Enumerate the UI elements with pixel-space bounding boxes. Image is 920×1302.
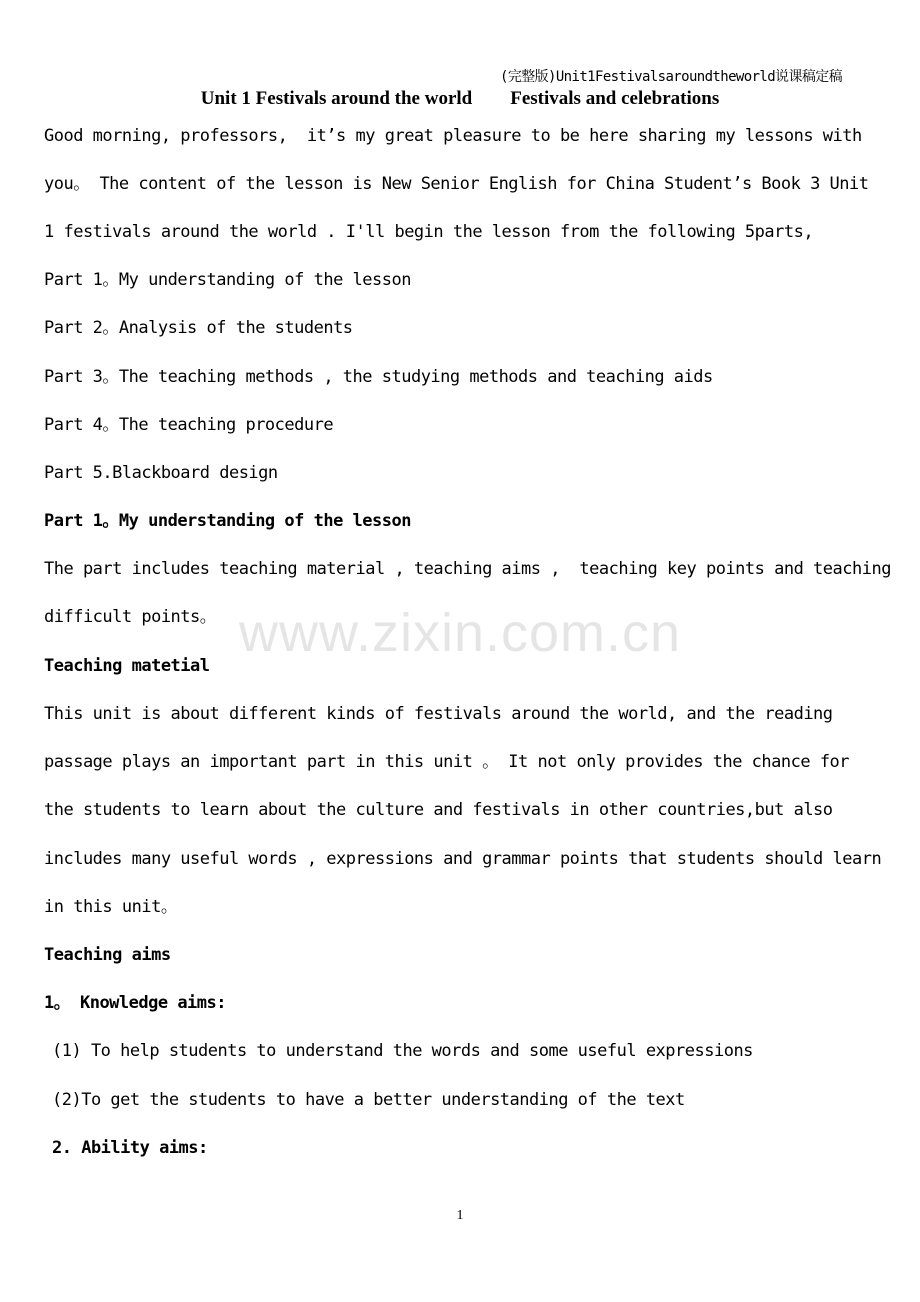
intro-line-3: 1 festivals around the world . I'll begin the lesson from the following 5parts, bbox=[44, 222, 814, 242]
document-title: Unit 1 Festivals around the world Festivals and celebrations bbox=[200, 88, 720, 109]
heading-teaching-material: Teaching matetial bbox=[44, 656, 210, 676]
intro-line-2: you。 The content of the lesson is New Senior English for China Student’s Book 3 Unit bbox=[44, 174, 869, 194]
heading-ability-aims: 2. Ability aims: bbox=[52, 1138, 208, 1158]
part1-line-2: difficult points。 bbox=[44, 607, 217, 627]
outline-part-1: Part 1。My understanding of the lesson bbox=[44, 270, 411, 290]
material-line-4: includes many useful words , expressions and grammar points that students should learn bbox=[44, 849, 882, 869]
outline-part-2: Part 2。Analysis of the students bbox=[44, 318, 353, 338]
heading-teaching-aims: Teaching aims bbox=[44, 945, 171, 965]
knowledge-aim-1: (1) To help students to understand the words and some useful expressions bbox=[52, 1041, 753, 1061]
material-line-5: in this unit。 bbox=[44, 897, 178, 917]
material-line-3: the students to learn about the culture and festivals in other countries,but also bbox=[44, 800, 833, 820]
part1-line-1: The part includes teaching material , teaching aims , teaching key points and teaching bbox=[44, 559, 891, 579]
material-line-2: passage plays an important part in this unit 。 It not only provides the chance for bbox=[44, 752, 850, 772]
material-line-1: This unit is about different kinds of festivals around the world, and the reading bbox=[44, 704, 833, 724]
watermark: www.zixin.com.cn bbox=[238, 603, 682, 663]
intro-line-1: Good morning, professors, it’s my great pleasure to be here sharing my lessons with bbox=[44, 126, 862, 146]
outline-part-3: Part 3。The teaching methods , the studying methods and teaching aids bbox=[44, 367, 713, 387]
outline-part-4: Part 4。The teaching procedure bbox=[44, 415, 334, 435]
outline-part-5: Part 5.Blackboard design bbox=[44, 463, 278, 483]
header-note: (完整版)Unit1Festivalsaroundtheworld说课稿定稿 bbox=[500, 69, 843, 85]
heading-knowledge-aims: 1。 Knowledge aims: bbox=[44, 993, 226, 1013]
knowledge-aim-2: (2)To get the students to have a better understanding of the text bbox=[52, 1090, 685, 1110]
page-number: 1 bbox=[456, 1208, 464, 1223]
section-heading-part-1: Part 1。My understanding of the lesson bbox=[44, 511, 411, 531]
